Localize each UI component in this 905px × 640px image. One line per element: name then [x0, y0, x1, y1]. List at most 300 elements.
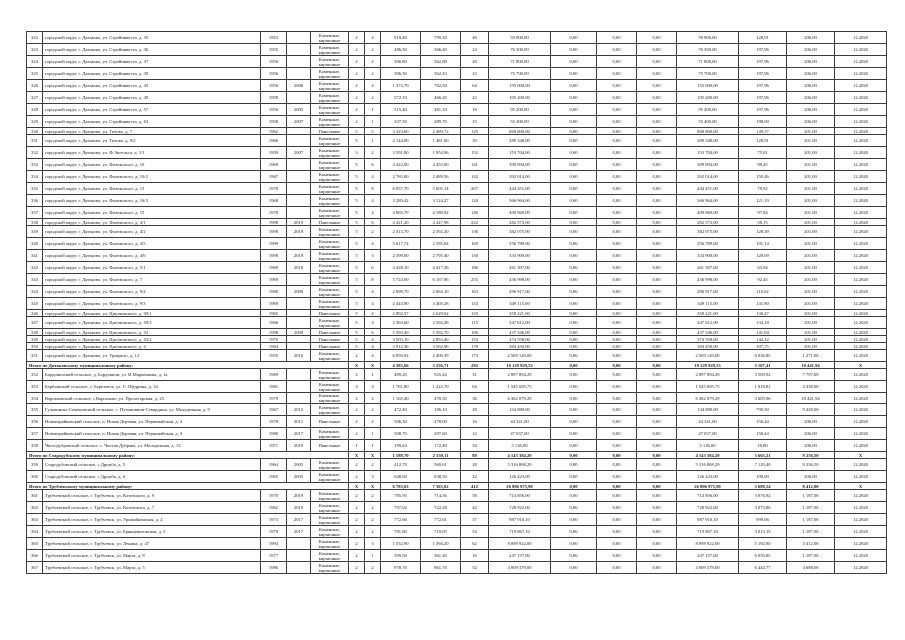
table-cell: 12.2020: [835, 104, 887, 116]
table-cell: 12.2020: [835, 219, 887, 226]
table-cell: Каменные, кирпичные: [311, 68, 349, 80]
table-cell: 392 014,00: [677, 171, 739, 183]
table-row: [27, 310, 887, 317]
table-cell: 0,00: [551, 317, 597, 329]
table-cell: 5: [349, 262, 365, 274]
table-cell: 89: [461, 452, 489, 459]
table-cell: 12.2020: [835, 329, 887, 336]
table-cell: Каменные, кирпичные: [311, 195, 349, 207]
total-row: [27, 362, 887, 369]
table-cell: 1: [365, 428, 381, 440]
table-cell: 399,50: [381, 550, 421, 562]
table-cell: 0,00: [637, 44, 677, 56]
table-cell: 1986: [261, 562, 287, 574]
table-cell: 0,00: [551, 68, 597, 80]
table-cell: 12.2020: [835, 514, 887, 526]
table-cell: 198,00: [739, 116, 787, 128]
table-cell: 128,91: [739, 32, 787, 44]
table-cell: [287, 171, 311, 183]
table-cell: 1962: [261, 128, 287, 135]
table-row: [27, 329, 887, 336]
table-cell: 1 187,00: [787, 502, 835, 514]
table-cell: 781,60: [381, 526, 421, 538]
table-cell: 0,00: [551, 336, 597, 343]
table-cell: 267: [461, 183, 489, 195]
table-cell: 719 867,10: [677, 526, 739, 538]
table-cell: 0,00: [551, 219, 597, 226]
table-cell: Каменные, кирпичные: [311, 250, 349, 262]
table-cell: 201,00: [787, 286, 835, 298]
table-cell: 8 412,00: [787, 483, 835, 490]
table-cell: 326: [27, 80, 43, 92]
table-cell: 0,00: [637, 298, 677, 310]
table-cell: 364: [27, 526, 43, 538]
table-cell: 365: [27, 538, 43, 550]
table-cell: 437 346,00: [489, 329, 551, 336]
table-cell: 2 853,40: [421, 336, 461, 343]
table-cell: Каменные, кирпичные: [311, 381, 349, 393]
table-row: [27, 238, 887, 250]
table-cell: 12.2020: [835, 250, 887, 262]
table-cell: [287, 393, 311, 404]
table-cell: 0,00: [637, 350, 677, 362]
table-cell: 0,00: [637, 68, 677, 80]
table-cell: 569,61: [421, 459, 461, 471]
table-cell: 2: [365, 514, 381, 526]
table-cell: 361,40: [421, 550, 461, 562]
table-cell: 2006: [287, 80, 311, 92]
table-row: [27, 171, 887, 183]
address-cell: Берёзовский сельское, с. Березовск, ул. С. Щедрина, д. 34: [43, 381, 261, 393]
table-cell: 47 037,00: [489, 428, 551, 440]
table-cell: 0,00: [551, 56, 597, 68]
table-cell: 12.2020: [835, 226, 887, 238]
table-cell: 1: [365, 116, 381, 128]
table-cell: 5: [349, 226, 365, 238]
table-cell: Каменные, кирпичные: [311, 171, 349, 183]
table-cell: 12.2020: [835, 538, 887, 550]
table-cell: 0,00: [551, 262, 597, 274]
table-cell: 2 144,00: [381, 135, 421, 147]
table-cell: 0,00: [597, 490, 637, 502]
table-cell: 0,00: [637, 317, 677, 329]
table-cell: X: [365, 452, 381, 459]
table-cell: 201,00: [787, 195, 835, 207]
table-cell: [287, 92, 311, 104]
table-cell: 28: [461, 459, 489, 471]
table-cell: 2: [349, 404, 365, 416]
table-cell: 4: [365, 238, 381, 250]
table-cell: 0,00: [597, 483, 637, 490]
table-cell: 0,00: [551, 452, 597, 459]
table-cell: 5 192,80: [739, 538, 787, 550]
table-cell: 2007: [287, 147, 311, 159]
table-cell: 374 558,00: [489, 336, 551, 343]
table-cell: 348: [27, 329, 43, 336]
table-cell: X: [349, 362, 365, 369]
table-cell: 1956: [261, 104, 287, 116]
table-cell: 5: [349, 336, 365, 343]
table-cell: 2 400,39: [421, 350, 461, 362]
table-cell: 2: [365, 526, 381, 538]
table-cell: 0,00: [637, 147, 677, 159]
table-cell: 201,00: [787, 310, 835, 317]
table-cell: 4: [365, 80, 381, 92]
table-cell: 1969: [261, 274, 287, 286]
table-cell: 2016: [287, 350, 311, 362]
table-cell: 331: [27, 135, 43, 147]
table-cell: 1 187,00: [787, 550, 835, 562]
table-cell: 197,96: [739, 80, 787, 92]
table-cell: 47 037,00: [677, 428, 739, 440]
table-cell: X: [349, 452, 365, 459]
table-row: [27, 514, 887, 526]
table-row: [27, 381, 887, 393]
table-cell: 206,00: [787, 44, 835, 56]
table-cell: 349 115,00: [677, 298, 739, 310]
table-cell: 0,00: [637, 262, 677, 274]
table-cell: 0,00: [637, 92, 677, 104]
table-cell: 0,00: [551, 298, 597, 310]
table-cell: 355: [27, 404, 43, 416]
address-cell: городской округ, г. Дятьково, ул. Стройинвеста, д. 39: [43, 68, 261, 80]
table-cell: 2 795,40: [421, 250, 461, 262]
table-cell: Каменные, кирпичные: [311, 562, 349, 574]
table-cell: 710,05: [421, 526, 461, 538]
table-cell: 3 569,92: [739, 369, 787, 381]
table-cell: 347 612,00: [677, 317, 739, 329]
table-cell: 5: [349, 219, 365, 226]
table-cell: 12.2020: [835, 274, 887, 286]
table-cell: 3: [349, 381, 365, 393]
table-cell: 337: [27, 207, 43, 219]
table-cell: 64: [461, 80, 489, 92]
table-cell: 12.2020: [835, 32, 887, 44]
table-cell: Панельные: [311, 128, 349, 135]
table-cell: 5: [349, 310, 365, 317]
table-cell: 1: [349, 440, 365, 452]
table-cell: 1956: [261, 68, 287, 80]
table-cell: 5 724,00: [381, 274, 421, 286]
address-cell: городской округ, г. Дятьково, ул. Фалежского, д. 5/1: [43, 262, 261, 274]
table-cell: Каменные, кирпичные: [311, 350, 349, 362]
table-cell: 3 608,54: [739, 483, 787, 490]
table-cell: 0,00: [637, 56, 677, 68]
table-row: [27, 502, 887, 514]
table-cell: 2 399,00: [381, 250, 421, 262]
table-cell: 255: [461, 274, 489, 286]
table-cell: 1955: [261, 44, 287, 56]
table-cell: 206,00: [787, 56, 835, 68]
table-cell: [287, 128, 311, 135]
table-row: [27, 159, 887, 171]
table-cell: 201,00: [787, 128, 835, 135]
table-cell: 2: [365, 68, 381, 80]
table-cell: 1959: [261, 92, 287, 104]
table-cell: 2019: [287, 502, 311, 514]
table-cell: 1 187,00: [787, 526, 835, 538]
total-label-cell: Итого по Дятьковскому муниципальному району:: [27, 362, 349, 369]
table-cell: 2 443,90: [381, 298, 421, 310]
table-cell: 333: [27, 159, 43, 171]
table-cell: 261 307,00: [489, 262, 551, 274]
table-cell: 0,00: [551, 369, 597, 381]
table-cell: 12.2020: [835, 44, 887, 56]
table-cell: 868 800,00: [489, 128, 551, 135]
table-cell: 22: [461, 471, 489, 483]
table-cell: 18: [461, 104, 489, 116]
table-cell: 333 900,00: [489, 250, 551, 262]
table-cell: 55 400,00: [677, 116, 739, 128]
table-cell: 0,00: [551, 44, 597, 56]
table-cell: [287, 317, 311, 329]
table-cell: 5 605,14: [421, 183, 461, 195]
table-cell: 0,00: [597, 538, 637, 550]
table-cell: 0,00: [597, 56, 637, 68]
table-cell: 155 000,00: [489, 80, 551, 92]
table-cell: 0,00: [637, 226, 677, 238]
table-cell: 105 200,00: [677, 92, 739, 104]
table-cell: X: [835, 483, 887, 490]
table-cell: 0,00: [551, 393, 597, 404]
table-cell: 2: [365, 92, 381, 104]
table-cell: Каменные, кирпичные: [311, 550, 349, 562]
table-cell: 2017: [287, 514, 311, 526]
table-cell: 1970: [261, 207, 287, 219]
table-cell: 1: [365, 104, 381, 116]
table-cell: [287, 336, 311, 343]
table-cell: 0,00: [551, 171, 597, 183]
address-cell: городской округ, г. Дятьково, ул. Фалежского, д. 13: [43, 183, 261, 195]
table-cell: Каменные, кирпичные: [311, 207, 349, 219]
table-cell: 347 612,00: [489, 317, 551, 329]
address-cell: городской округ, г. Дятьково, ул. Фалежского, д. 9/2: [43, 286, 261, 298]
table-cell: 1970: [261, 490, 287, 502]
table-row: [27, 369, 887, 381]
table-cell: 289,70: [421, 116, 461, 128]
table-cell: 5: [349, 195, 365, 207]
table-cell: 1998: [261, 219, 287, 226]
table-cell: 382 075,00: [489, 226, 551, 238]
address-cell: городской округ, г. Дятьково, ул. Стройинвеста, д. 57: [43, 104, 261, 116]
table-cell: 201,00: [787, 226, 835, 238]
table-cell: 6 057,70: [381, 183, 421, 195]
address-cell: Чистодубровский сельское, с. Чистая Дубрава, ул. Молодежная, д. 13: [43, 440, 261, 452]
table-cell: 12.2020: [835, 171, 887, 183]
table-cell: 0,00: [637, 343, 677, 350]
table-cell: 0,00: [551, 32, 597, 44]
table-cell: 115: [461, 317, 489, 329]
table-cell: 128,91: [739, 135, 787, 147]
table-row: [27, 336, 887, 343]
address-cell: городской округ, г. Дятьково, ул. Стройинвеста, д. 45: [43, 80, 261, 92]
table-cell: 327: [27, 92, 43, 104]
table-cell: 4: [365, 207, 381, 219]
table-cell: 1966: [261, 317, 287, 329]
table-cell: 134 880,00: [489, 404, 551, 416]
table-cell: 12.2020: [835, 550, 887, 562]
table-cell: 0,00: [597, 329, 637, 336]
table-cell: 2005: [287, 104, 311, 116]
table-cell: 4 188,92: [421, 207, 461, 219]
table-cell: 0,00: [597, 183, 637, 195]
table-cell: Панельные: [311, 336, 349, 343]
table-cell: 0,00: [637, 135, 677, 147]
table-cell: 201,00: [787, 262, 835, 274]
table-cell: 5: [349, 286, 365, 298]
table-cell: 0,00: [637, 250, 677, 262]
table-cell: 12.2020: [835, 416, 887, 428]
table-cell: 0,00: [551, 490, 597, 502]
table-cell: [287, 310, 311, 317]
table-cell: Каменные, кирпичные: [311, 238, 349, 250]
table-row: [27, 298, 887, 310]
table-cell: 10 441,94: [787, 362, 835, 369]
table-cell: 2: [349, 32, 365, 44]
table-cell: 197,96: [739, 92, 787, 104]
table-cell: 409 869,00: [489, 207, 551, 219]
table-cell: 0,00: [597, 343, 637, 350]
address-cell: городской округ, г. Дятьково, ул. Ф.Энгельса, д. 1/1: [43, 147, 261, 159]
table-cell: 6 859,92: [381, 350, 421, 362]
table-cell: 2: [365, 562, 381, 574]
table-row: [27, 226, 887, 238]
table-cell: 75 700,00: [489, 68, 551, 80]
table-cell: 1 187,00: [787, 490, 835, 502]
table-cell: 44 341,00: [489, 416, 551, 428]
table-cell: 12.2020: [835, 343, 887, 350]
table-row: [27, 116, 887, 128]
table-cell: 197,96: [739, 56, 787, 68]
table-cell: 296 917,00: [489, 286, 551, 298]
address-cell: городской округ, г. Дятьково, ул. Фалежского, д. 9/3: [43, 298, 261, 310]
table-cell: 126 423,00: [489, 471, 551, 483]
table-cell: 76 300,00: [677, 44, 739, 56]
table-cell: 292: [461, 362, 489, 369]
table-cell: [287, 550, 311, 562]
table-cell: 12.2020: [835, 238, 887, 250]
table-cell: 772,61: [421, 514, 461, 526]
table-cell: 2008: [287, 286, 311, 298]
table-cell: 3 591,80: [381, 147, 421, 159]
table-cell: 10 129 929,53: [489, 362, 551, 369]
table-cell: 0,00: [551, 238, 597, 250]
table-cell: 728 922,00: [489, 502, 551, 514]
table-cell: 0,00: [637, 104, 677, 116]
table-cell: X: [835, 452, 887, 459]
table-cell: 0,00: [551, 381, 597, 393]
table-cell: 382 075,00: [677, 226, 739, 238]
table-cell: 136,47: [739, 310, 787, 317]
table-cell: 3 562,96: [421, 343, 461, 350]
table-cell: 0,00: [551, 250, 597, 262]
table-cell: [287, 32, 311, 44]
table-cell: 0,00: [551, 207, 597, 219]
table-cell: 1981: [261, 381, 287, 393]
table-cell: 0,00: [551, 274, 597, 286]
table-cell: 206,00: [787, 428, 835, 440]
table-cell: 2019: [287, 219, 311, 226]
table-cell: 638,50: [421, 471, 461, 483]
table-cell: 436 998,00: [489, 274, 551, 286]
table-cell: X: [365, 362, 381, 369]
table-cell: 278,00: [421, 416, 461, 428]
table-cell: 7 129,40: [739, 459, 787, 471]
table-cell: 5: [349, 128, 365, 135]
table-cell: 354: [27, 393, 43, 404]
table-cell: 0,00: [597, 369, 637, 381]
table-cell: Каменные, кирпичные: [311, 274, 349, 286]
table-cell: [287, 68, 311, 80]
table-cell: 1964: [261, 459, 287, 471]
table-cell: 340: [27, 238, 43, 250]
table-cell: 2: [349, 116, 365, 128]
table-cell: 1973: [261, 514, 287, 526]
table-cell: 2: [349, 416, 365, 428]
table-cell: 2 313,70: [381, 226, 421, 238]
table-cell: 6: [365, 219, 381, 226]
table-cell: 978,70: [381, 562, 421, 574]
table-cell: 0,00: [551, 550, 597, 562]
table-cell: 0,00: [637, 219, 677, 226]
table-cell: 0,00: [637, 381, 677, 393]
table-cell: 436 998,00: [677, 274, 739, 286]
table-cell: 3 503,10: [381, 336, 421, 343]
table-cell: 5: [349, 135, 365, 147]
table-cell: 2018: [287, 226, 311, 238]
table-cell: 1 189,70: [381, 452, 421, 459]
table-cell: 4: [365, 32, 381, 44]
table-cell: 2: [349, 104, 365, 116]
table-cell: 0,00: [637, 286, 677, 298]
table-cell: 351: [27, 350, 43, 362]
table-cell: 399 894,00: [489, 159, 551, 171]
address-cell: городской округ, г. Дятьково, ул. Фалежского, д. 4/2: [43, 226, 261, 238]
table-cell: 5: [349, 274, 365, 286]
address-cell: Трубчевский сельское, г. Трубчевск, ул. Котовского, д. 7: [43, 502, 261, 514]
table-cell: 153: [461, 336, 489, 343]
table-cell: 1980: [261, 428, 287, 440]
table-cell: 2017: [287, 526, 311, 538]
table-cell: Каменные, кирпичные: [311, 369, 349, 381]
table-cell: 1977: [261, 550, 287, 562]
table-cell: 12.2020: [835, 159, 887, 171]
table-cell: 344: [27, 286, 43, 298]
table-cell: 1966: [261, 135, 287, 147]
table-cell: X: [349, 483, 365, 490]
table-cell: 2: [349, 538, 365, 550]
table-cell: 324: [27, 56, 43, 68]
table-cell: 719 867,10: [489, 526, 551, 538]
table-cell: 556 789,00: [489, 238, 551, 250]
table-cell: 6 783,63: [381, 483, 421, 490]
table-cell: 360: [27, 471, 43, 483]
table-cell: 5 393,40: [381, 329, 421, 336]
table-cell: 0,00: [597, 526, 637, 538]
table-cell: 58: [461, 490, 489, 502]
table-cell: 149,57: [739, 128, 787, 135]
table-cell: [287, 298, 311, 310]
table-cell: 2007: [287, 116, 311, 128]
address-cell: Стародубовский сельское, с.Дружба, д. 6: [43, 471, 261, 483]
table-cell: 3 289,42: [381, 195, 421, 207]
table-cell: 4: [365, 336, 381, 343]
address-cell: городской округ, г. Дятьково, ул. Циолковского, д. 39/3: [43, 317, 261, 329]
table-cell: 4 143 384,29: [677, 452, 739, 459]
table-cell: 134,18: [739, 317, 787, 329]
table-cell: 868 800,00: [677, 128, 739, 135]
table-cell: Панельные: [311, 219, 349, 226]
